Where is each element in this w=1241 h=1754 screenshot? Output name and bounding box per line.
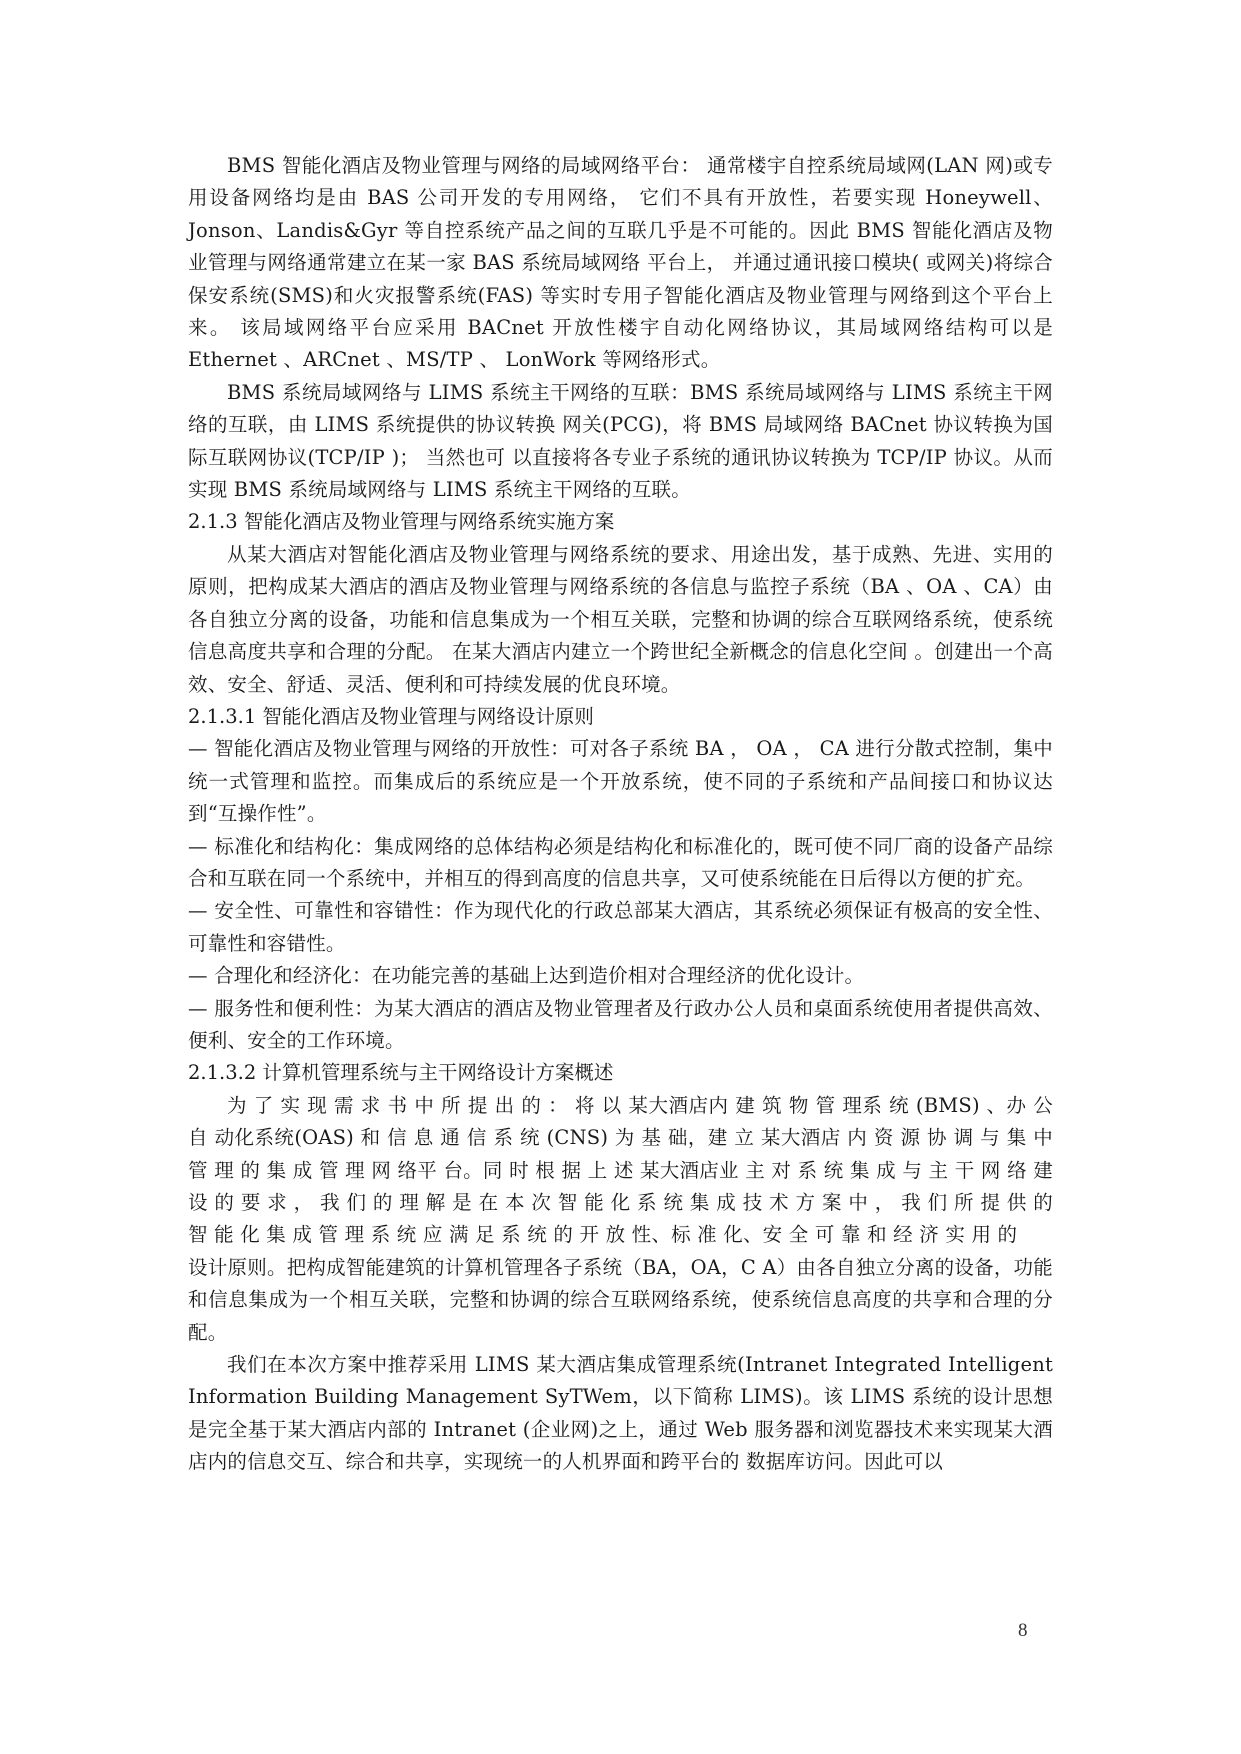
- section-heading-2-1-3: 2.1.3 智能化酒店及物业管理与网络系统实施方案: [188, 510, 615, 534]
- paragraph-requirements-spaced: 为 了 实 现 需 求 书 中 所 提 出 的 ： 将 以 某大酒店内 建 筑 物 管 理系 统 (BMS) 、办 公自 动化系统(OAS) 和 信 息 通 信 系 统 (CNS) 为 基 础，建 立 某大酒店 内 资 源 协 调 与 集 中 管 理 的 集 成 管 理 网 络平 台。同 时 根 据 上 述 某大酒店业 主 对 系 统 集 成 与 主 干 网 络 建 设 的 要 求 ， 我 们 的 理 解 是 在 本 次 智 能 化 系 统 集 成 技 术 方 案 中 ， 我 们 所 提 供 的 智 能 化 集 成 管 理 系 统 应 满 足 系 统 的 开 放 性、标 准 化、安 全 可 靠 和 经 济 实 用 的: [188, 1093, 1053, 1247]
- principle-economy: — 合理化和经济化：在功能完善的基础上达到造价相对合理经济的优化设计。: [188, 964, 865, 988]
- paragraph-requirements-cont: 设计原则。把构成智能建筑的计算机管理各子系统（BA，OA，C A）由各自独立分离的设备，功能和信息集成为一个相互关联，完整和协调的综合互联网络系统，使系统信息高度的共享和合理的分配。: [188, 1255, 1053, 1344]
- paragraph-bms-lims-interconnect: BMS 系统局域网络与 LIMS 系统主干网络的互联：BMS 系统局域网络与 LIMS 系统主干网络的互联，由 LIMS 系统提供的协议转换 网关(PCG)，将 BMS 局域网络 BACnet 协议转换为国际互联网协议(TCP/IP )； 当然也可 以直接将各专业子系统的通讯协议转换为 TCP/IP 协议。从而实现 BMS 系统局域网络与 LIMS 系统主干网络的互联。: [188, 380, 1053, 502]
- section-heading-2-1-3-2: 2.1.3.2 计算机管理系统与主干网络设计方案概述: [188, 1061, 614, 1085]
- principle-service: — 服务性和便利性：为某大酒店的酒店及物业管理者及行政办公人员和桌面系统使用者提供高效、便利、安全的工作环境。: [188, 996, 1053, 1052]
- section-heading-2-1-3-1: 2.1.3.1 智能化酒店及物业管理与网络设计原则: [188, 704, 594, 728]
- paragraph-lims-recommendation: 我们在本次方案中推荐采用 LIMS 某大酒店集成管理系统(Intranet Integrated Intelligent Information Building Management SyTWem，以下简称 LIMS)。该 LIMS 系统的设计思想是完全基于某大酒店内部的 Intranet (企业网)之上，通过 Web 服务器和浏览器技术来实现某大酒店内的信息交互、综合和共享，实现统一的人机界面和跨平台的 数据库访问。因此可以: [188, 1353, 1053, 1474]
- paragraph-implementation: 从某大酒店对智能化酒店及物业管理与网络系统的要求、用途出发，基于成熟、先进、实用的原则，把构成某大酒店的酒店及物业管理与网络系统的各信息与监控子系统（BA 、OA 、CA）由各自独立分离的设备，功能和信息集成为一个相互关联，完整和协调的综合互联网络系统，使系统信息高度共享和合理的分配。 在某大酒店内建立一个跨世纪全新概念的信息化空间 。创建出一个高效、安全、舒适、灵活、便利和可持续发展的优良环境。: [188, 542, 1053, 696]
- paragraph-bms-lan-platform: BMS 智能化酒店及物业管理与网络的局域网络平台： 通常楼宇自控系统局域网(LAN 网)或专用设备网络均是由 BAS 公司开发的专用网络， 它们不具有开放性，若要实现 Honeywell、Jonson、Landis&Gyr 等自控系统产品之间的互联几乎是不可能的。因此 BMS 智能化酒店及物业管理与网络通常建立在某一家 BAS 系统局域网络 平台上， 并通过通讯接口模块( 或网关)将综合保安系统(SMS)和火灾报警系统(FAS) 等实时专用子智能化酒店及物业管理与网络到这个平台上来。 该局域网络平台应采用 BACnet 开放性楼宇自动化网络协议，其局域网络结构可以是 Ethernet 、ARCnet 、MS/TP 、 LonWork 等网络形式。: [188, 154, 1053, 372]
- principle-security: — 安全性、可靠性和容错性：作为现代化的行政总部某大酒店，其系统必须保证有极高的安全性、可靠性和容错性。: [188, 899, 1053, 955]
- principle-standardization: — 标准化和结构化：集成网络的总体结构必须是结构化和标准化的，既可使不同厂商的设备产品综合和互联在同一个系统中，并相互的得到高度的信息共享，又可使系统能在日后得以方便的扩充。: [188, 834, 1053, 890]
- principle-openness: — 智能化酒店及物业管理与网络的开放性：可对各子系统 BA ， OA ， CA 进行分散式控制，集中统一式管理和监控。而集成后的系统应是一个开放系统，使不同的子系统和产品间接口和协议达到“互操作性”。: [188, 737, 1053, 826]
- page-number: 8: [1018, 1620, 1028, 1641]
- document-body: [188, 150, 1053, 1479]
